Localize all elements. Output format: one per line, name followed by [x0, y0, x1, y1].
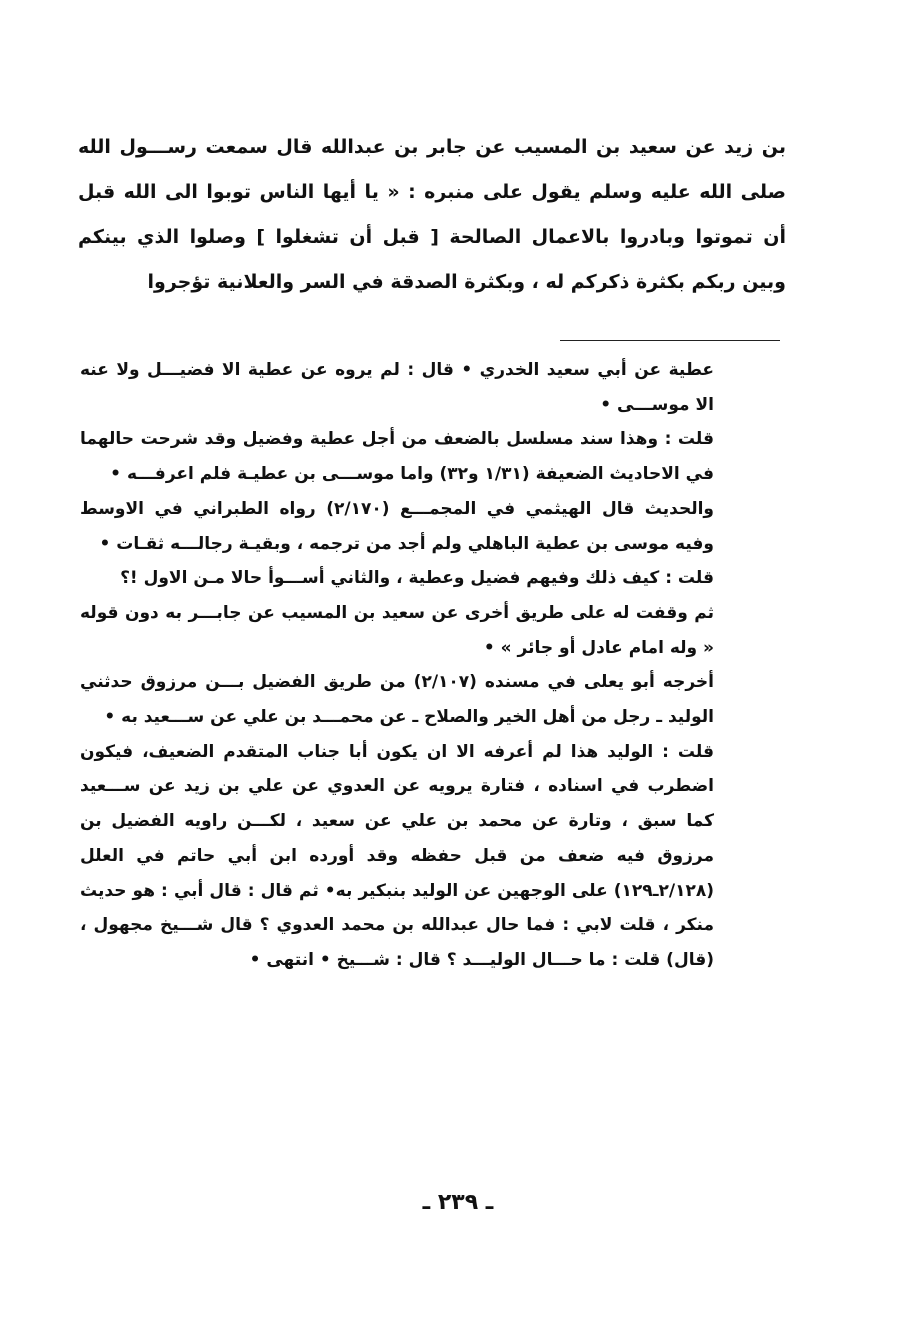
footnote-paragraph: قلت : كيف ذلك وفيهم فضيل وعطية ، والثاني أســـوأ حالا مـن الاول !؟ — [120, 568, 714, 589]
main-body-text: بن زيد عن سعيد بن المسيب عن جابر بن عبدالله قال سمعت رســـول الله صلى الله عليه وسلم يقول على منبره : « يا أيها الناس توبوا الى الله قبل أن تموتوا وبادروا بالاعمال الصالحة [ قبل أن تشغلوا ] وصلوا الذي بينكم وبين ربكم بكثرة ذكركم له ، وبكثرة الصدقة في السر والعلانية تؤجروا — [78, 136, 786, 293]
page-number: ـ ٢٣٩ ـ — [422, 1190, 494, 1215]
footnotes — [80, 353, 714, 978]
footnote-paragraph: قلت : وهذا سند مسلسل بالضعف من أجل عطية وفضيل وقد شرحت حالهما في الاحاديث الضعيفة (١/٣١ و٣٢) واما موســـى بن عطيـة فلم اعرفـــه • — [80, 429, 714, 485]
footnote-separator — [560, 340, 780, 341]
footnote-paragraph: والحديث قال الهيثمي في المجمـــع (٢/١٧٠) رواه الطبراني في الاوسط وفيه موسى بن عطية الباهلي ولم أجد من ترجمه ، وبقيـة رجالـــه ثقـات • — [80, 498, 714, 554]
footnote-paragraph: ثم وقفت له على طريق أخرى عن سعيد بن المسيب عن جابـــر به دون قوله « وله امام عادل أو جائر » • — [80, 602, 714, 658]
footnote-paragraph: أخرجه أبو يعلى في مسنده (٢/١٠٧) من طريق الفضيل بـــن مرزوق حدثني الوليد ـ رجل من أهل الخير والصلاح ـ عن محمـــد بن علي عن ســـعيد به • — [80, 672, 714, 728]
footnote-paragraph: قلت : الوليد هذا لم أعرفه الا ان يكون أبا جناب المتقدم الضعيف، فيكون اضطرب في اسناده ، فتارة يرويه عن العدوي عن علي بن زيد عن ســـعيد كما سبق ، وتارة عن محمد بن علي عن سعيد ، لكـــن راويه الفضيل بن مرزوق فيه ضعف من قبل حفظه وقد أورده ابن أبي حاتم في العلل (٢/١٢٨ـ١٢٩) على الوجهين عن الوليد بنبكير به• ثم قال : قال أبي : هو حديث منكر ، قلت لابي : فما حال عبدالله بن محمد العدوي ؟ قال شـــيخ مجهول ، (قال) قلت : ما حـــال الوليـــد ؟ قال : شـــيخ • انتهى • — [80, 741, 714, 970]
footnote-paragraph: عطية عن أبي سعيد الخدري • قال : لم يروه عن عطية الا فضيـــل ولا عنه الا موســـى • — [80, 360, 714, 415]
